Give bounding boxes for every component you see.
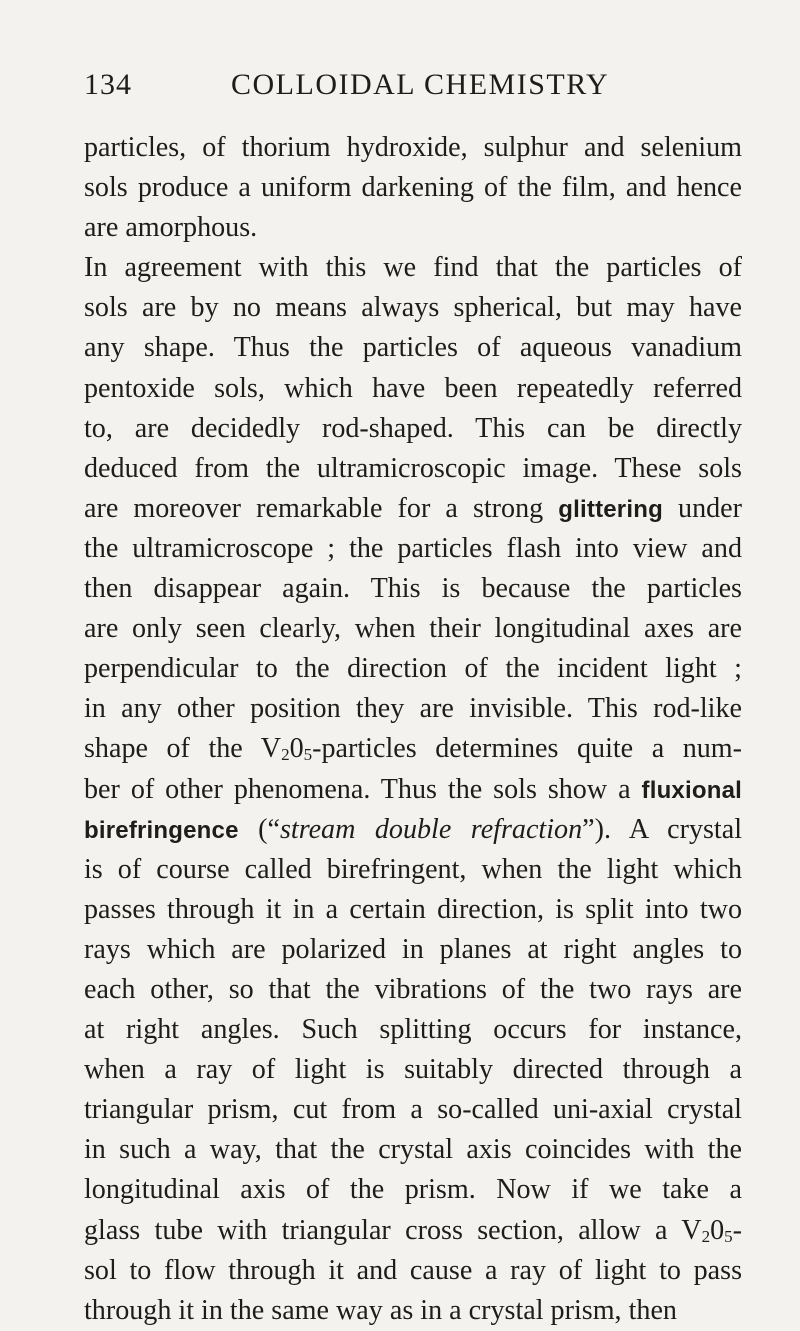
text-line: then disappear again. This is because the particles bbox=[84, 573, 742, 605]
text-line: triangular prism, cut from a so-called uni-axial crystal bbox=[84, 1094, 742, 1126]
text-line: particles, of thorium hydroxide, sulphur and selenium bbox=[84, 132, 742, 163]
subscript: 2 bbox=[701, 1226, 711, 1246]
text-line: sols are by no means always spherical, but may have bbox=[84, 292, 742, 324]
emphasis-birefringence: birefringence bbox=[84, 816, 239, 844]
text-line: at right angles. Such splitting occurs for instance, bbox=[84, 1014, 742, 1046]
text-line bbox=[84, 1211, 742, 1251]
text-line: sol to flow through it and cause a ray of light to pass bbox=[84, 1254, 742, 1286]
text-line: the ultramicroscope ; the particles flash into view and bbox=[84, 532, 742, 564]
text-line: perpendicular to the direction of the incident light ; bbox=[84, 653, 742, 685]
text-segment: ”). A crystal bbox=[582, 813, 742, 845]
emphasis-glittering: glittering bbox=[558, 495, 663, 523]
text-line: in such a way, that the crystal axis coincides with the bbox=[84, 1134, 742, 1166]
text-line: deduced from the ultramicroscopic image. These sols bbox=[84, 452, 742, 484]
text-segment: 0 bbox=[710, 1214, 725, 1246]
text-line: are amorphous. bbox=[84, 212, 258, 244]
text-segment: 0 bbox=[289, 733, 304, 765]
text-line: sols produce a uniform darkening of the film, and hence bbox=[84, 172, 742, 204]
text-line bbox=[84, 489, 742, 529]
page-number: 134 bbox=[84, 68, 132, 101]
text-segment: - bbox=[732, 1214, 742, 1246]
text-line: in any other position they are invisible. This rod-like bbox=[84, 693, 742, 725]
text-segment: -particles determines quite a num- bbox=[312, 733, 743, 765]
text-line: any shape. Thus the particles of aqueous vanadium bbox=[84, 332, 742, 364]
text-line: through it in the same way as in a crystal prism, then bbox=[84, 1294, 677, 1326]
subscript: 5 bbox=[303, 745, 313, 765]
text-line: each other, so that the vibrations of the two rays are bbox=[84, 973, 742, 1005]
text-line bbox=[84, 729, 742, 769]
text-line: In agreement with this we find that the particles of bbox=[84, 252, 742, 284]
page-header bbox=[84, 68, 744, 112]
text-segment: under bbox=[678, 492, 742, 524]
text-line: longitudinal axis of the prism. Now if we take a bbox=[84, 1174, 742, 1206]
text-line bbox=[84, 810, 742, 850]
text-segment: shape of the V bbox=[84, 733, 282, 765]
emphasis-fluxional: fluxional bbox=[641, 776, 742, 804]
text-segment: ber of other phenomena. Thus the sols show a bbox=[84, 773, 631, 805]
text-line: are only seen clearly, when their longitudinal axes are bbox=[84, 613, 742, 645]
running-title: COLLOIDAL CHEMISTRY bbox=[231, 68, 610, 101]
text-segment: are moreover remarkable for a strong bbox=[84, 492, 544, 524]
text-line: passes through it in a certain direction, is split into two bbox=[84, 893, 742, 925]
text-segment: (“ bbox=[258, 813, 280, 845]
text-line: when a ray of light is suitably directed through a bbox=[84, 1054, 742, 1086]
subscript: 2 bbox=[281, 745, 290, 765]
body-text bbox=[84, 128, 742, 1331]
text-line: pentoxide sols, which have been repeatedly referred bbox=[84, 372, 742, 404]
text-line bbox=[84, 770, 742, 810]
text-segment: glass tube with triangular cross section, allow a V bbox=[84, 1214, 702, 1246]
subscript: 5 bbox=[724, 1226, 733, 1246]
italic-phrase: stream double refraction bbox=[279, 813, 583, 845]
text-line: is of course called birefringent, when the light which bbox=[84, 853, 742, 885]
text-line: to, are decidedly rod-shaped. This can be directly bbox=[84, 412, 742, 444]
text-line: rays which are polarized in planes at right angles to bbox=[84, 933, 742, 965]
